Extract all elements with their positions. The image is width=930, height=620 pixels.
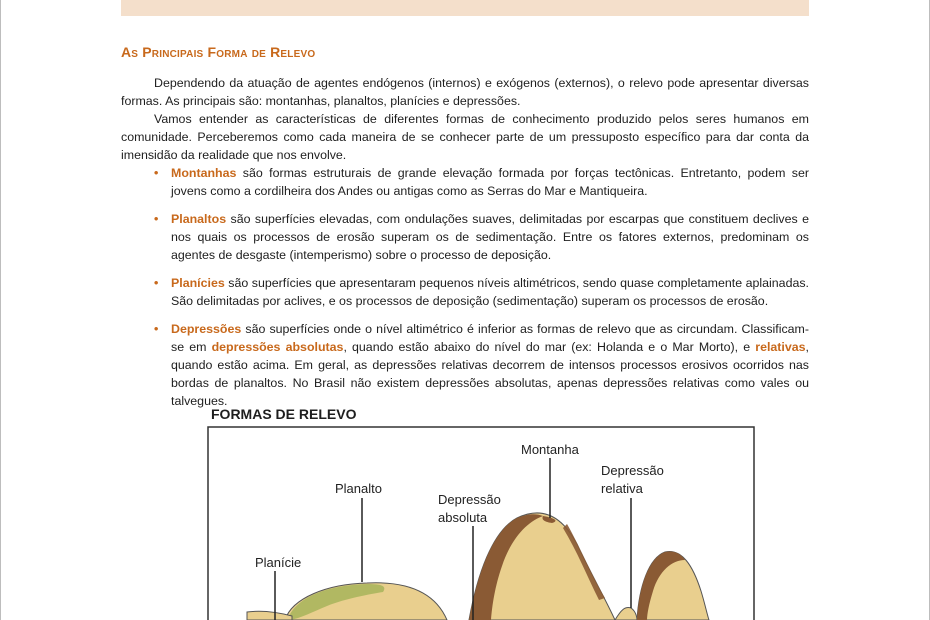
relief-illustration	[207, 426, 755, 620]
label-montanha: Montanha	[521, 442, 579, 457]
intro-text	[121, 74, 809, 164]
bullet-icon: •	[154, 276, 159, 290]
figure-title: FORMAS DE RELEVO	[211, 406, 357, 422]
label-depressao-relativa-line1: Depressão	[601, 463, 664, 478]
label-depressao-absoluta-line2: absoluta	[438, 510, 488, 525]
list-item-planaltos	[154, 210, 809, 264]
list-item-planicies	[154, 274, 809, 310]
header-band	[121, 0, 809, 16]
desc-planicies: são superfícies que apresentaram pequenos níveis altimétricos, sendo quase completamente aplainadas. São delimitadas por aclives, e os processos de deposição (sedimentação) superam os processos de erosão.	[171, 276, 809, 308]
desc-planaltos: são superfícies elevadas, com ondulações suaves, delimitadas por escarpas que constituem declives e nos quais os processos de erosão superam os de sedimentação. Entre os fatores externos, predominam os agentes de desgaste (intemperismo) sobre o processo de deposição.	[171, 212, 809, 262]
bullet-icon: •	[154, 212, 159, 226]
label-depressao-absoluta-line1: Depressão	[438, 492, 501, 507]
desc-depressoes-b: , quando estão abaixo do nível do mar (ex: Holanda e o Mar Morto), e	[343, 340, 756, 354]
term-planaltos: Planaltos	[171, 212, 227, 226]
term-planicies: Planícies	[171, 276, 225, 290]
intro-paragraph-2: Vamos entender as características de diferentes formas de conhecimento produzido pelos seres humanos em comunidade. Perceberemos como cada maneira de se conhecer parte de um pressuposto específico para dar conta da imensidão da realidade que nos envolve.	[121, 112, 809, 162]
relief-list	[154, 164, 809, 420]
term-relativas: relativas	[755, 340, 806, 354]
label-planicie: Planície	[255, 555, 302, 570]
term-montanhas: Montanhas	[171, 166, 237, 180]
term-depressoes: Depressões	[171, 322, 242, 336]
relief-figure	[207, 426, 755, 620]
bullet-icon: •	[154, 166, 159, 180]
label-depressao-relativa-line2: relativa	[601, 481, 643, 496]
intro-paragraph-1: Dependendo da atuação de agentes endógenos (internos) e exógenos (externos), o relevo pode apresentar diversas formas. As principais são: montanhas, planaltos, planícies e depressões.	[121, 76, 809, 108]
label-planalto: Planalto	[335, 481, 382, 496]
desc-depressoes-a: são superfícies onde o nível altimétrico é inferior as formas de relevo que as circundam. Classificam-se em	[171, 322, 809, 354]
list-item-depressoes	[154, 320, 809, 410]
bullet-icon: •	[154, 322, 159, 336]
desc-montanhas: são formas estruturais de grande elevação formada por forças tectônicas. Entretanto, podem ser jovens como a cordilheira dos Andes ou antigas como as Serras do Mar e Mantiqueira.	[171, 166, 809, 198]
desc-depressoes-c: , quando estão acima. Em geral, as depressões relativas decorrem de intensos processos erosivos ocorridos nas bordas de planaltos. No Brasil não existem depressões absolutas, apenas depressões relativas como vales ou talvegues.	[171, 340, 809, 408]
page-border-left	[0, 0, 1, 620]
list-item-montanhas	[154, 164, 809, 200]
term-depressoes-absolutas: depressões absolutas	[211, 340, 344, 354]
section-title: As Principais Forma de Relevo	[121, 44, 316, 60]
